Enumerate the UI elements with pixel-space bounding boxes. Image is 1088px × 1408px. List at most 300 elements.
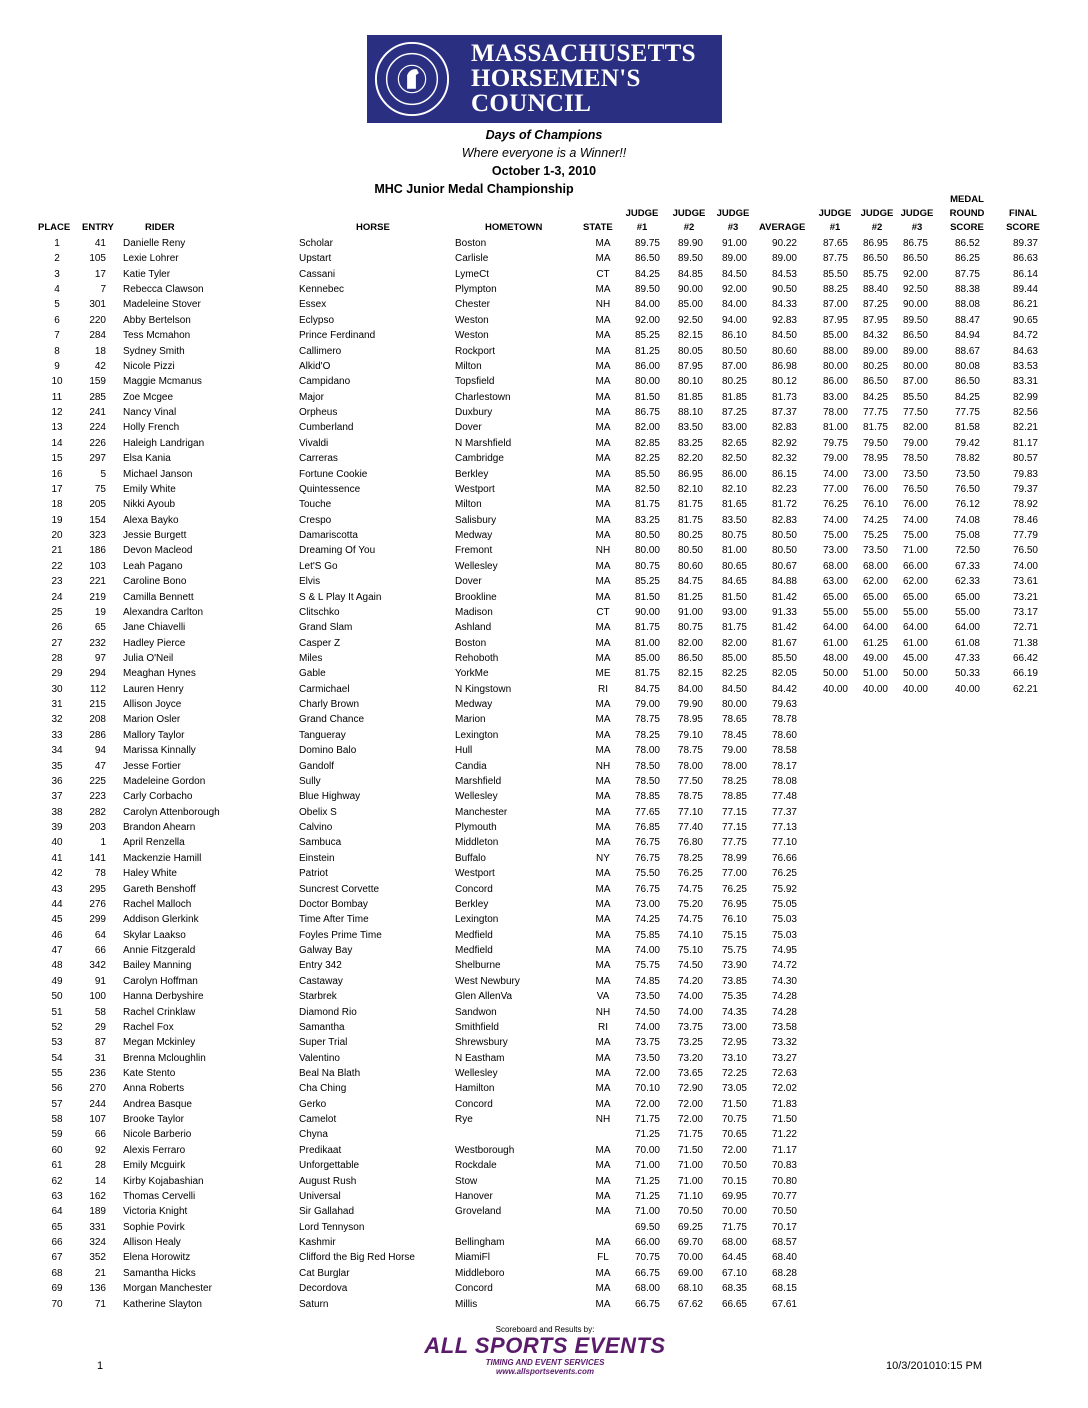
cell-state: MA bbox=[595, 453, 611, 465]
cell-average: 78.60 bbox=[771, 729, 797, 741]
table-row bbox=[0, 420, 1088, 435]
cell-j2: 85.00 bbox=[677, 299, 703, 311]
cell-hometown: Carlisle bbox=[455, 253, 489, 265]
cell-j3: 86.00 bbox=[721, 468, 747, 480]
cell-final-score: 72.71 bbox=[1012, 622, 1038, 634]
cell-j1: 79.00 bbox=[634, 699, 660, 711]
cell-entry: 71 bbox=[94, 1298, 106, 1310]
cell-rider: Megan Mckinley bbox=[123, 1037, 196, 1049]
cell-average: 68.28 bbox=[771, 1267, 797, 1279]
cell-entry: 225 bbox=[89, 775, 106, 787]
cell-hometown: Boston bbox=[455, 637, 487, 649]
cell-j1: 81.75 bbox=[634, 622, 660, 634]
cell-j2: 82.20 bbox=[677, 453, 703, 465]
cell-j3: 84.65 bbox=[721, 576, 747, 588]
header-mr-judge-1-label: JUDGE bbox=[818, 208, 852, 219]
cell-entry: 1 bbox=[100, 837, 106, 849]
cell-entry: 297 bbox=[89, 453, 106, 465]
cell-hometown: Weston bbox=[455, 314, 489, 326]
cell-state: ME bbox=[595, 668, 611, 680]
cell-place: 2 bbox=[54, 253, 60, 265]
cell-state: NY bbox=[596, 852, 610, 864]
cell-horse: Blue Highway bbox=[299, 791, 361, 803]
cell-horse: Essex bbox=[299, 299, 327, 311]
table-row bbox=[0, 1204, 1088, 1219]
table-row bbox=[0, 774, 1088, 789]
table-row bbox=[0, 436, 1088, 451]
cell-medal-score: 61.08 bbox=[954, 637, 980, 649]
cell-state: NH bbox=[595, 545, 611, 557]
cell-j3: 81.75 bbox=[721, 622, 747, 634]
cell-rider: Caroline Bono bbox=[123, 576, 187, 588]
table-row bbox=[0, 743, 1088, 758]
cell-mr-j3: 65.00 bbox=[902, 591, 928, 603]
cell-j2: 78.25 bbox=[677, 852, 703, 864]
cell-j3: 84.00 bbox=[721, 299, 747, 311]
cell-j3: 73.85 bbox=[721, 975, 747, 987]
cell-j3: 75.15 bbox=[721, 929, 747, 941]
cell-j2: 74.75 bbox=[677, 914, 703, 926]
cell-j1: 73.50 bbox=[634, 1052, 660, 1064]
cell-hometown: Marshfield bbox=[455, 775, 502, 787]
cell-place: 18 bbox=[51, 499, 63, 511]
cell-j2: 78.75 bbox=[677, 791, 703, 803]
cell-j3: 78.99 bbox=[721, 852, 747, 864]
cell-j3: 64.45 bbox=[721, 1252, 747, 1264]
cell-medal-score: 86.25 bbox=[954, 253, 980, 265]
cell-rider: Rebecca Clawson bbox=[123, 284, 204, 296]
cell-horse: Obelix S bbox=[299, 806, 337, 818]
cell-j1: 80.00 bbox=[634, 545, 660, 557]
cell-average: 91.33 bbox=[771, 606, 797, 618]
cell-j2: 73.65 bbox=[677, 1067, 703, 1079]
cell-j3: 71.50 bbox=[721, 1098, 747, 1110]
cell-j3: 68.00 bbox=[721, 1237, 747, 1249]
cell-horse: Calvino bbox=[299, 822, 333, 834]
cell-state: MA bbox=[595, 914, 611, 926]
cell-rider: Nicole Barberio bbox=[123, 1129, 192, 1141]
cell-j2: 81.85 bbox=[677, 391, 703, 403]
cell-hometown: Medway bbox=[455, 699, 493, 711]
cell-rider: Andrea Basque bbox=[123, 1098, 192, 1110]
cell-j1: 82.00 bbox=[634, 422, 660, 434]
page-number: 1 bbox=[97, 1360, 104, 1372]
cell-j3: 82.50 bbox=[721, 453, 747, 465]
cell-j3: 76.95 bbox=[721, 898, 747, 910]
cell-j3: 91.00 bbox=[721, 238, 747, 249]
cell-entry: 17 bbox=[94, 268, 106, 280]
cell-mr-j1: 48.00 bbox=[822, 652, 848, 664]
cell-horse: Super Trial bbox=[299, 1037, 348, 1049]
cell-hometown: Concord bbox=[455, 1098, 493, 1110]
cell-average: 80.67 bbox=[771, 560, 797, 572]
cell-entry: 94 bbox=[94, 745, 106, 757]
cell-rider: Carly Corbacho bbox=[123, 791, 193, 803]
cell-place: 41 bbox=[51, 852, 63, 864]
cell-average: 70.50 bbox=[771, 1206, 797, 1218]
cell-j1: 74.00 bbox=[634, 1021, 660, 1033]
cell-mr-j2: 86.50 bbox=[862, 253, 888, 265]
table-row bbox=[0, 958, 1088, 973]
cell-mr-j3: 73.50 bbox=[902, 468, 928, 480]
cell-state: MA bbox=[595, 1206, 611, 1218]
cell-mr-j1: 55.00 bbox=[822, 606, 848, 618]
cell-medal-score: 76.50 bbox=[954, 483, 980, 495]
table-row bbox=[0, 1112, 1088, 1127]
cell-j2: 92.50 bbox=[677, 314, 703, 326]
cell-mr-j3: 92.50 bbox=[902, 284, 928, 296]
cell-rider: Anna Roberts bbox=[123, 1083, 185, 1095]
cell-j1: 81.75 bbox=[634, 668, 660, 680]
cell-j3: 92.00 bbox=[721, 284, 747, 296]
cell-place: 13 bbox=[51, 422, 63, 434]
cell-horse: Beal Na Blath bbox=[299, 1067, 361, 1079]
cell-entry: 331 bbox=[89, 1221, 106, 1233]
cell-average: 81.42 bbox=[771, 622, 797, 634]
cell-entry: 41 bbox=[94, 238, 106, 249]
cell-horse: Carreras bbox=[299, 453, 338, 465]
cell-entry: 29 bbox=[94, 1021, 106, 1033]
header-rider: RIDER bbox=[145, 222, 175, 233]
cell-hometown: Candia bbox=[455, 760, 487, 772]
cell-j3: 73.00 bbox=[721, 1021, 747, 1033]
cell-average: 82.05 bbox=[771, 668, 797, 680]
cell-j2: 74.10 bbox=[677, 929, 703, 941]
cell-j2: 78.00 bbox=[677, 760, 703, 772]
cell-state: MA bbox=[595, 775, 611, 787]
cell-entry: 276 bbox=[89, 898, 106, 910]
cell-final-score: 77.79 bbox=[1012, 530, 1038, 542]
cell-average: 78.08 bbox=[771, 775, 797, 787]
cell-mr-j2: 84.25 bbox=[862, 391, 888, 403]
cell-mr-j3: 66.00 bbox=[902, 560, 928, 572]
cell-entry: 294 bbox=[89, 668, 106, 680]
cell-j3: 82.00 bbox=[721, 637, 747, 649]
cell-state: MA bbox=[595, 975, 611, 987]
cell-hometown: Concord bbox=[455, 1283, 493, 1295]
cell-average: 81.67 bbox=[771, 637, 797, 649]
table-row bbox=[0, 651, 1088, 666]
header-final-score: SCORE bbox=[1006, 222, 1040, 233]
cell-entry: 65 bbox=[94, 622, 106, 634]
cell-state: MA bbox=[595, 822, 611, 834]
cell-mr-j2: 86.50 bbox=[862, 376, 888, 388]
cell-entry: 28 bbox=[94, 1160, 106, 1172]
header-mr-judge-3-num: #3 bbox=[911, 222, 923, 233]
header-judge-1-num: #1 bbox=[636, 222, 648, 233]
cell-hometown: West Newbury bbox=[455, 975, 520, 987]
cell-medal-score: 80.08 bbox=[954, 360, 980, 372]
cell-hometown: Rye bbox=[455, 1114, 473, 1126]
cell-state: MA bbox=[595, 253, 611, 265]
cell-mr-j2: 74.25 bbox=[862, 514, 888, 526]
cell-j3: 81.85 bbox=[721, 391, 747, 403]
cell-j2: 74.00 bbox=[677, 991, 703, 1003]
cell-state: MA bbox=[595, 591, 611, 603]
cell-j1: 73.75 bbox=[634, 1037, 660, 1049]
cell-horse: Predikaat bbox=[299, 1144, 342, 1156]
cell-j2: 75.10 bbox=[677, 945, 703, 957]
cell-j2: 84.75 bbox=[677, 576, 703, 588]
cell-rider: Maggie Mcmanus bbox=[123, 376, 202, 388]
cell-mr-j1: 87.65 bbox=[822, 238, 848, 249]
cell-horse: Callimero bbox=[299, 345, 342, 357]
cell-horse: Sambuca bbox=[299, 837, 342, 849]
cell-mr-j1: 88.25 bbox=[822, 284, 848, 296]
cell-medal-score: 55.00 bbox=[954, 606, 980, 618]
cell-mr-j1: 86.00 bbox=[822, 376, 848, 388]
cell-horse: Time After Time bbox=[299, 914, 369, 926]
cell-j1: 83.25 bbox=[634, 514, 660, 526]
cell-hometown: Shelburne bbox=[455, 960, 501, 972]
cell-mr-j3: 92.00 bbox=[902, 268, 928, 280]
cell-horse: Touche bbox=[299, 499, 332, 511]
table-row bbox=[0, 1143, 1088, 1158]
cell-entry: 226 bbox=[89, 437, 106, 449]
table-row bbox=[0, 851, 1088, 866]
cell-horse: Galway Bay bbox=[299, 945, 353, 957]
cell-average: 70.17 bbox=[771, 1221, 797, 1233]
cell-j2: 81.75 bbox=[677, 499, 703, 511]
cell-state: MA bbox=[595, 407, 611, 419]
cell-j1: 70.00 bbox=[634, 1144, 660, 1156]
cell-horse: Clitschko bbox=[299, 606, 340, 618]
cell-horse: Prince Ferdinand bbox=[299, 330, 376, 342]
cell-hometown: Bellingham bbox=[455, 1237, 505, 1249]
cell-final-score: 76.50 bbox=[1012, 545, 1038, 557]
cell-j2: 71.10 bbox=[677, 1190, 703, 1202]
cell-j2: 73.20 bbox=[677, 1052, 703, 1064]
cell-j3: 79.00 bbox=[721, 745, 747, 757]
cell-hometown: Dover bbox=[455, 422, 482, 434]
cell-j1: 75.50 bbox=[634, 868, 660, 880]
cell-place: 15 bbox=[51, 453, 63, 465]
cell-j3: 80.75 bbox=[721, 530, 747, 542]
cell-horse: Gerko bbox=[299, 1098, 327, 1110]
cell-state: MA bbox=[595, 1283, 611, 1295]
cell-medal-score: 64.00 bbox=[954, 622, 980, 634]
cell-horse: Fortune Cookie bbox=[299, 468, 368, 480]
table-row bbox=[0, 236, 1088, 251]
cell-entry: 112 bbox=[90, 683, 106, 695]
cell-entry: 105 bbox=[89, 253, 106, 265]
mhc-logo bbox=[367, 35, 722, 123]
cell-horse: Saturn bbox=[299, 1298, 329, 1310]
cell-j1: 80.50 bbox=[634, 530, 660, 542]
header-judge-2-num: #2 bbox=[683, 222, 695, 233]
cell-state: MA bbox=[595, 960, 611, 972]
cell-j1: 75.75 bbox=[634, 960, 660, 972]
cell-j3: 73.10 bbox=[721, 1052, 747, 1064]
cell-hometown: Middleboro bbox=[455, 1267, 505, 1279]
cell-state: CT bbox=[596, 606, 610, 618]
cell-horse: Unforgettable bbox=[299, 1160, 360, 1172]
cell-j2: 74.00 bbox=[677, 1006, 703, 1018]
cell-hometown: Chester bbox=[455, 299, 491, 311]
cell-j3: 84.50 bbox=[721, 268, 747, 280]
cell-place: 59 bbox=[51, 1129, 63, 1141]
cell-j1: 76.85 bbox=[634, 822, 660, 834]
table-row bbox=[0, 497, 1088, 512]
cell-rider: Katherine Slayton bbox=[123, 1298, 202, 1310]
table-row bbox=[0, 1174, 1088, 1189]
cell-rider: Haley White bbox=[123, 868, 177, 880]
cell-hometown: Duxbury bbox=[455, 407, 493, 419]
cell-place: 67 bbox=[51, 1252, 63, 1264]
cell-j2: 68.10 bbox=[677, 1283, 703, 1295]
cell-mr-j2: 73.50 bbox=[862, 545, 888, 557]
horse-head-seal-icon bbox=[373, 40, 451, 118]
table-row bbox=[0, 1097, 1088, 1112]
cell-rider: Marion Osler bbox=[123, 714, 181, 726]
cell-j3: 81.50 bbox=[721, 591, 747, 603]
cell-horse: Crespo bbox=[299, 514, 332, 526]
cell-mr-j3: 82.00 bbox=[902, 422, 928, 434]
cell-average: 92.83 bbox=[771, 314, 797, 326]
cell-horse: Patriot bbox=[299, 868, 328, 880]
cell-rider: Allison Joyce bbox=[123, 699, 182, 711]
cell-mr-j2: 87.95 bbox=[862, 314, 888, 326]
cell-j2: 80.25 bbox=[677, 530, 703, 542]
cell-state: MA bbox=[595, 622, 611, 634]
cell-final-score: 73.21 bbox=[1012, 591, 1038, 603]
cell-average: 73.32 bbox=[771, 1037, 797, 1049]
cell-j1: 66.75 bbox=[634, 1267, 660, 1279]
cell-j2: 79.10 bbox=[677, 729, 703, 741]
cell-final-score: 81.17 bbox=[1012, 437, 1038, 449]
cell-average: 71.83 bbox=[771, 1098, 797, 1110]
table-row bbox=[0, 697, 1088, 712]
cell-rider: Leah Pagano bbox=[123, 560, 183, 572]
cell-entry: 203 bbox=[89, 822, 106, 834]
cell-state: MA bbox=[595, 422, 611, 434]
cell-j2: 76.80 bbox=[677, 837, 703, 849]
cell-j2: 86.50 bbox=[677, 652, 703, 664]
cell-state: MA bbox=[595, 345, 611, 357]
cell-mr-j2: 81.75 bbox=[862, 422, 888, 434]
cell-place: 19 bbox=[51, 514, 63, 526]
cell-horse: Damariscotta bbox=[299, 530, 358, 542]
cell-hometown: Glen AllenVa bbox=[455, 991, 513, 1003]
cell-hometown: Madison bbox=[455, 606, 493, 618]
cell-average: 74.28 bbox=[771, 1006, 797, 1018]
cell-j1: 71.75 bbox=[634, 1114, 660, 1126]
cell-horse: Cat Burglar bbox=[299, 1267, 350, 1279]
cell-place: 27 bbox=[51, 637, 63, 649]
table-row bbox=[0, 328, 1088, 343]
cell-hometown: Smithfield bbox=[455, 1021, 499, 1033]
cell-average: 75.05 bbox=[771, 898, 797, 910]
cell-mr-j1: 61.00 bbox=[822, 637, 848, 649]
cell-j1: 78.75 bbox=[634, 714, 660, 726]
cell-j2: 71.75 bbox=[677, 1129, 703, 1141]
cell-medal-score: 76.12 bbox=[954, 499, 980, 511]
cell-average: 72.02 bbox=[771, 1083, 797, 1095]
cell-mr-j1: 88.00 bbox=[822, 345, 848, 357]
cell-j1: 70.75 bbox=[634, 1252, 660, 1264]
cell-entry: 7 bbox=[100, 284, 106, 296]
cell-mr-j1: 75.00 bbox=[822, 530, 848, 542]
cell-rider: Haleigh Landrigan bbox=[123, 437, 205, 449]
cell-j1: 80.75 bbox=[634, 560, 660, 572]
cell-final-score: 73.17 bbox=[1012, 606, 1038, 618]
cell-j1: 71.25 bbox=[634, 1175, 660, 1187]
cell-hometown: N Kingstown bbox=[455, 683, 512, 695]
cell-rider: Mackenzie Hamill bbox=[123, 852, 202, 864]
cell-j2: 70.00 bbox=[677, 1252, 703, 1264]
cell-j2: 82.10 bbox=[677, 483, 703, 495]
cell-j1: 85.50 bbox=[634, 468, 660, 480]
cell-j2: 84.85 bbox=[677, 268, 703, 280]
cell-hometown: Westborough bbox=[455, 1144, 515, 1156]
cell-final-score: 82.99 bbox=[1012, 391, 1038, 403]
cell-state: MA bbox=[595, 929, 611, 941]
cell-medal-score: 81.58 bbox=[954, 422, 980, 434]
cell-j3: 77.00 bbox=[721, 868, 747, 880]
cell-place: 39 bbox=[51, 822, 63, 834]
cell-mr-j2: 73.00 bbox=[862, 468, 888, 480]
cell-average: 77.10 bbox=[771, 837, 797, 849]
cell-mr-j1: 85.50 bbox=[822, 268, 848, 280]
table-row bbox=[0, 374, 1088, 389]
cell-hometown: Wellesley bbox=[455, 791, 498, 803]
cell-state: MA bbox=[595, 514, 611, 526]
cell-entry: 219 bbox=[89, 591, 106, 603]
header-judge-3-num: #3 bbox=[727, 222, 739, 233]
header-mr-judge-1-num: #1 bbox=[829, 222, 841, 233]
cell-j2: 91.00 bbox=[677, 606, 703, 618]
cell-j2: 72.00 bbox=[677, 1114, 703, 1126]
cell-place: 21 bbox=[51, 545, 63, 557]
cell-place: 55 bbox=[51, 1067, 63, 1079]
table-row bbox=[0, 682, 1088, 697]
cell-j1: 71.00 bbox=[634, 1160, 660, 1172]
cell-state: MA bbox=[595, 499, 611, 511]
cell-medal-score: 78.82 bbox=[954, 453, 980, 465]
table-row bbox=[0, 267, 1088, 282]
cell-entry: 324 bbox=[89, 1237, 106, 1249]
print-timestamp: 10/3/201010:15 PM bbox=[886, 1360, 983, 1372]
cell-j1: 74.25 bbox=[634, 914, 660, 926]
cell-average: 80.12 bbox=[771, 376, 797, 388]
cell-state: MA bbox=[595, 637, 611, 649]
cell-j2: 82.15 bbox=[677, 668, 703, 680]
cell-place: 4 bbox=[54, 284, 60, 296]
cell-rider: Brenna Mcloughlin bbox=[123, 1052, 206, 1064]
table-row bbox=[0, 759, 1088, 774]
cell-j1: 78.50 bbox=[634, 775, 660, 787]
cell-rider: Mallory Taylor bbox=[123, 729, 185, 741]
cell-entry: 136 bbox=[89, 1283, 106, 1295]
cell-horse: Valentino bbox=[299, 1052, 340, 1064]
cell-entry: 282 bbox=[89, 806, 106, 818]
cell-j1: 73.00 bbox=[634, 898, 660, 910]
cell-horse: Kashmir bbox=[299, 1237, 336, 1249]
cell-rider: April Renzella bbox=[123, 837, 185, 849]
cell-average: 80.60 bbox=[771, 345, 797, 357]
cell-rider: Jesse Fortier bbox=[123, 760, 181, 772]
cell-j1: 68.00 bbox=[634, 1283, 660, 1295]
cell-state: MA bbox=[595, 468, 611, 480]
cell-entry: 66 bbox=[94, 1129, 106, 1141]
cell-j1: 73.50 bbox=[634, 991, 660, 1003]
cell-j1: 80.00 bbox=[634, 376, 660, 388]
cell-final-score: 83.31 bbox=[1012, 376, 1038, 388]
cell-average: 81.73 bbox=[771, 391, 797, 403]
cell-medal-score: 50.33 bbox=[954, 668, 980, 680]
cell-mr-j3: 78.50 bbox=[902, 453, 928, 465]
table-row bbox=[0, 390, 1088, 405]
